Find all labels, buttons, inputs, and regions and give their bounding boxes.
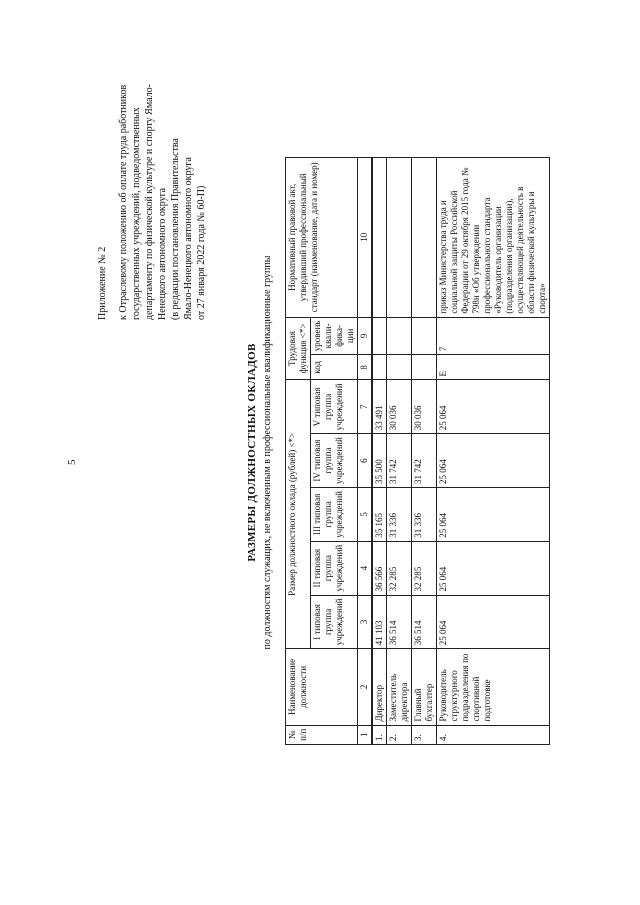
row-group-3: 35 165 xyxy=(372,488,387,542)
row-num: 4. xyxy=(437,725,550,744)
row-code xyxy=(387,355,412,380)
header-qual-level: уровень квали-фика-ции xyxy=(311,317,358,355)
row-group-5: 30 036 xyxy=(387,380,412,434)
document-subtitle: по должностям служащих, не включенным в профессиональные квалификационные группы xyxy=(262,255,273,650)
row-group-2: 36 566 xyxy=(372,541,387,595)
row-code xyxy=(412,355,437,380)
column-number: 3 xyxy=(358,595,373,649)
table-row xyxy=(437,158,550,745)
row-position: Заместитель директора xyxy=(387,649,412,725)
row-group-4: 31 742 xyxy=(412,434,437,488)
header-code: код xyxy=(311,355,358,380)
header-normative-act: Нормативный правовой акт, утвердивший профессиональный стандарт (наименование, дата и номер) xyxy=(286,158,358,318)
header-group-1: I типовая группа учреждений xyxy=(311,595,358,649)
row-group-3: 31 336 xyxy=(387,488,412,542)
appendix-line: Ямало-Ненецкого автономного округа xyxy=(183,157,194,320)
row-level xyxy=(372,317,387,355)
appendix-line: департаменту по физической культуре и спорту Ямало- xyxy=(144,84,155,320)
column-number: 8 xyxy=(358,355,373,380)
row-num: 2. xyxy=(387,725,412,744)
header-salary: Размер должностного оклада (рублей) <*> xyxy=(286,380,311,649)
row-position: Главный бухгалтер xyxy=(412,649,437,725)
appendix-line: (в редакции постановления Правительства xyxy=(170,138,181,320)
row-group-4: 31 742 xyxy=(387,434,412,488)
row-act xyxy=(412,158,437,318)
appendix-title: Приложение № 2 xyxy=(97,246,108,320)
row-group-2: 32 285 xyxy=(412,541,437,595)
column-number: 1 xyxy=(358,725,373,744)
row-group-2: 32 285 xyxy=(387,541,412,595)
row-group-1: 36 514 xyxy=(412,595,437,649)
column-number: 9 xyxy=(358,317,373,355)
table-row xyxy=(387,158,412,745)
column-number: 6 xyxy=(358,434,373,488)
row-code: E xyxy=(437,355,550,380)
appendix-line: Ненецкого автономного округа xyxy=(157,187,168,320)
header-group-2: II типовая группа учреждений xyxy=(311,541,358,595)
table-row xyxy=(412,158,437,745)
appendix-line: государственных учреждений, подведомственных xyxy=(131,107,142,320)
header-group-4: IV типовая группа учреждений xyxy=(311,434,358,488)
header-group-3: III типовая группа учреждений xyxy=(311,488,358,542)
header-group-5: V типовая группа учреждений xyxy=(311,380,358,434)
row-position: Директор xyxy=(372,649,387,725)
row-group-3: 31 336 xyxy=(412,488,437,542)
appendix-line: от 27 января 2022 года № 60-П) xyxy=(196,185,207,320)
row-group-2: 25 064 xyxy=(437,541,550,595)
salary-table xyxy=(285,157,550,745)
row-code xyxy=(372,355,387,380)
column-number: 10 xyxy=(358,158,373,318)
row-group-4: 25 064 xyxy=(437,434,550,488)
row-position: Руководитель структурного подразделения по спортивной подготовке xyxy=(437,649,550,725)
row-group-1: 41 103 xyxy=(372,595,387,649)
row-act xyxy=(372,158,387,318)
appendix-line: к Отраслевому положению об оплате труда работников xyxy=(118,84,129,320)
header-labor-function: Трудовая функция <*> xyxy=(286,317,311,380)
column-number: 5 xyxy=(358,488,373,542)
column-number: 7 xyxy=(358,380,373,434)
column-number: 4 xyxy=(358,541,373,595)
row-group-5: 33 491 xyxy=(372,380,387,434)
row-level: 7 xyxy=(437,317,550,355)
row-group-3: 25 064 xyxy=(437,488,550,542)
row-level xyxy=(412,317,437,355)
row-group-5: 30 036 xyxy=(412,380,437,434)
row-num: 3. xyxy=(412,725,437,744)
header-num: № п/п xyxy=(286,725,358,744)
header-row xyxy=(286,158,311,745)
row-group-1: 36 514 xyxy=(387,595,412,649)
row-act xyxy=(387,158,412,318)
document-title: РАЗМЕРЫ ДОЛЖНОСТНЫХ ОКЛАДОВ xyxy=(246,343,258,562)
column-number: 2 xyxy=(358,649,373,725)
row-act: приказ Министерства труда и социальной защиты Российской Федерации от 29 октября 2015 года № 798н «Об утверждении профессионального стандарта «Руководитель организации (подразделения организации), осуществляющей деятельность в области физической культуры и спорта» xyxy=(437,158,550,318)
row-num: 1. xyxy=(372,725,387,744)
row-group-5: 25 064 xyxy=(437,380,550,434)
header-position: Наименование должности xyxy=(286,649,358,725)
table-row xyxy=(372,158,387,745)
row-group-4: 35 500 xyxy=(372,434,387,488)
page-number: 5 xyxy=(66,459,78,465)
row-group-1: 25 064 xyxy=(437,595,550,649)
row-level xyxy=(387,317,412,355)
column-number-row xyxy=(358,158,373,745)
appendix-block xyxy=(96,20,208,320)
